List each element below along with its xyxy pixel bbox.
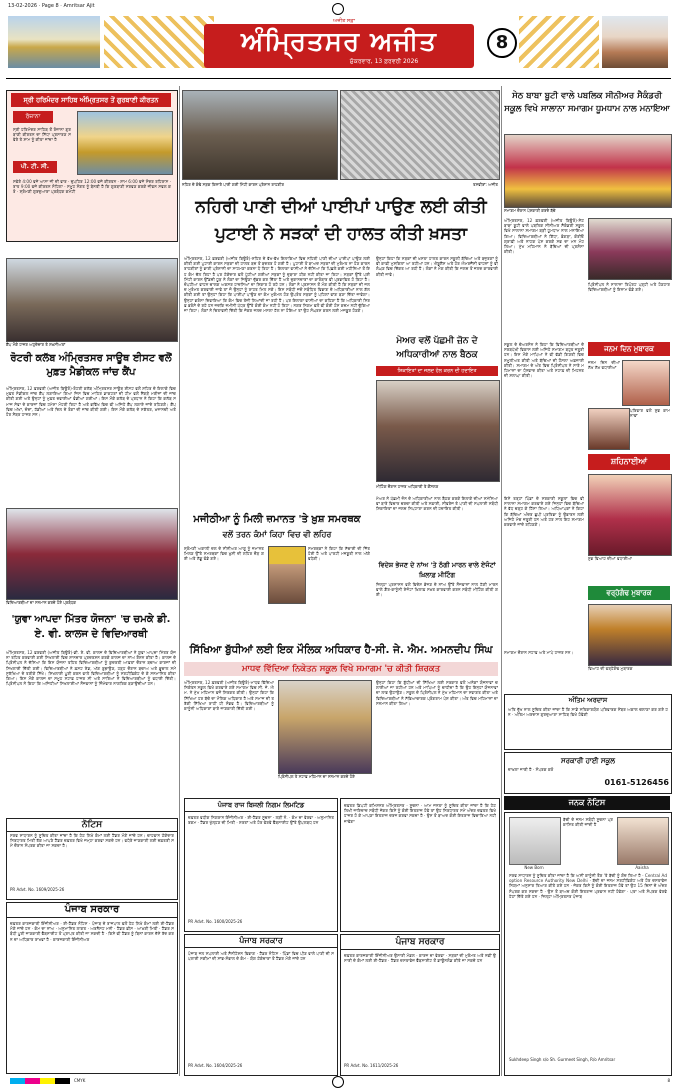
mayor-caption: ਮੀਟਿੰਗ ਦੌਰਾਨ ਹਾਜ਼ਰ ਅਧਿਕਾਰੀ ਤੇ ਕੌਂਸਲਰ bbox=[376, 484, 439, 489]
dav-caption: ਵਿਦਿਆਰਥੀਆਂ ਦਾ ਸਨਮਾਨ ਕਰਦੇ ਹੋਏ ਪ੍ਰਬੰਧਕ bbox=[6, 600, 77, 605]
obit-title: ਅੰਤਿਮ ਅਰਦਾਸ bbox=[568, 696, 608, 704]
masthead-rule bbox=[6, 78, 671, 79]
right-school-body: ਅੰਮ੍ਰਿਤਸਰ, 12 ਫ਼ਰਵਰੀ (ਅਜੀਤ ਬਿਊਰੋ)-ਸੇਠ ਬਾਬਾ ਬੂਟੀ ਵਾਲੇ ਪਬਲਿਕ ਸੀਨੀਅਰ ਸੈਕੰਡਰੀ ਸਕੂਲ ਵਿਖੇ ਸਾਲਾਨਾ ਸਮਾਗਮ ਬੜੀ ਧੂਮਧਾਮ ਨਾਲ ਮਨਾਇਆ ਗਿਆ। ਵਿਦਿਆਰਥੀਆਂ ਨੇ ਗਿੱਧਾ, ਭੰਗੜਾ, ਕੋਰੀਓਗ੍ਰਾਫ਼ੀ ਅਤੇ ਨਾਟਕ ਪੇਸ਼ ਕਰਕੇ ਸਭ ਦਾ ਮਨ ਮੋਹ ਲਿਆ। ਮੁੱਖ ਮਹਿਮਾਨ ਨੇ ਬੱਚਿਆਂ ਦੀ ਪ੍ਰਸ਼ੰਸਾ ਕੀਤੀ। bbox=[504, 218, 584, 255]
masthead-title: ਅੰਮ੍ਰਿਤਸਰ ਅਜੀਤ bbox=[241, 27, 437, 57]
janak-text-top: ਬੱਚੀ ਦੇ ਜਨਮ ਸਬੰਧੀ ਸੂਚਨਾ ਪ੍ਰਕਾਸ਼ਿਤ ਕੀਤੀ ਜਾਂਦੀ ਹੈ bbox=[563, 817, 613, 828]
school-body-2: ਉਨ੍ਹਾਂ ਕਿਹਾ ਕਿ ਬੁੱਧੀਆਂ ਦੀ ਸਿੱਖਿਆ ਲਈ ਸਰਕਾਰ ਵਲੋਂ ਅਨੇਕਾਂ ਯੋਜਨਾਵਾਂ ਚਲਾਈਆਂ ਜਾ ਰਹੀਆਂ ਹਨ ਅਤੇ ਮਾਪਿਆਂ ਨੂੰ ਚਾਹੀਦਾ ਹੈ ਕਿ ਉਹ ਇਨ੍ਹਾਂ ਯੋਜਨਾਵਾਂ ਦਾ ਲਾਭ ਉਠਾਉਣ। ਸਕੂਲ ਦੇ ਪ੍ਰਿੰਸੀਪਲ ਨੇ ਮੁੱਖ ਮਹਿਮਾਨ ਦਾ ਸਵਾਗਤ ਕੀਤਾ ਅਤੇ ਵਿਦਿਆਰਥੀਆਂ ਨੇ ਸੱਭਿਆਚਾਰਕ ਪ੍ਰੋਗਰਾਮ ਪੇਸ਼ ਕੀਤਾ। ਅੰਤ ਵਿਚ ਮਹਿਮਾਨਾਂ ਦਾ ਸਨਮਾਨ ਕੀਤਾ ਗਿਆ। bbox=[376, 680, 498, 706]
right-column-body-2: ਇਸੇ ਤਰ੍ਹਾਂ ਪਿੰਡਾਂ ਦੇ ਸਰਕਾਰੀ ਸਕੂਲਾਂ ਵਿਚ ਵੀ ਸਾਲਾਨਾ ਸਮਾਗਮ ਕਰਵਾਏ ਗਏ ਜਿਨ੍ਹਾਂ ਵਿਚ ਬੱਚਿਆਂ ਨੇ ਵੱਧ ਚੜ੍ਹ ਕੇ ਹਿੱਸਾ ਲਿਆ। ਅਧਿਆਪਕਾਂ ਨੇ ਕਿਹਾ ਕਿ ਬੱਚਿਆਂ ਅੰਦਰ ਛੁਪੀ ਪ੍ਰਤਿਭਾ ਨੂੰ ਉਭਾਰਨ ਲਈ ਅਜਿਹੇ ਮੰਚ ਜ਼ਰੂਰੀ ਹਨ ਅਤੇ ਹਰ ਸਾਲ ਇਹ ਸਮਾਗਮ ਕਰਵਾਏ ਜਾਂਦੇ ਰਹਿਣਗੇ। bbox=[504, 496, 584, 528]
school-ad-right bbox=[504, 752, 672, 794]
page-number: 8 bbox=[487, 28, 517, 58]
right-school-headline: ਸੇਠ ਬਾਬਾ ਬੂਟੀ ਵਾਲੇ ਪਬਲਿਕ ਸੀਨੀਅਰ ਸੈਕੰਡਰੀ ਸਕੂਲ ਵਿਖੇ ਸਾਲਾਨਾ ਸਮਾਗਮ ਧੂਮਧਾਮ ਨਾਲ ਮਨਾਇਆ bbox=[504, 91, 670, 114]
right-school-caption: ਸਮਾਗਮ ਦੌਰਾਨ ਪੇਸ਼ਕਾਰੀ ਕਰਦੇ ਬੱਚੇ bbox=[504, 208, 556, 213]
print-slug: 13-02-2026 · Page 8 · Amritsar Ajit bbox=[8, 3, 95, 9]
lead-body: ਅੰਮ੍ਰਿਤਸਰ, 12 ਫ਼ਰਵਰੀ (ਅਜੀਤ ਬਿਊਰੋ)-ਸ਼ਹਿਰ ਦੇ ਵੱਖ-ਵੱਖ ਇਲਾਕਿਆਂ ਵਿਚ ਨਹਿਰੀ ਪਾਣੀ ਦੀਆਂ ਪਾਈਪਾਂ ਪਾਉਣ ਲਈ ਕੀਤੀ ਗਈ ਪੁਟਾਈ ਕਾਰਨ ਸੜਕਾਂ ਦੀ ਹਾਲਤ ਬਦ ਤੋਂ ਬਦਤਰ ਹੋ ਗਈ ਹੈ। ਪੁਟਾਈ ਤੋਂ ਬਾਅਦ ਸੜਕਾਂ ਦੀ ਮੁਰੰਮਤ ਨਾ ਹੋਣ ਕਾਰਨ ਰਾਹਗੀਰਾਂ ਨੂੰ ਭਾਰੀ ਪ੍ਰੇਸ਼ਾਨੀ ਦਾ ਸਾਹਮਣਾ ਕਰਨਾ ਪੈ ਰਿਹਾ ਹੈ। ਇਲਾਕਾ ਵਾਸੀਆਂ ਨੇ ਦੱਸਿਆ ਕਿ ਪਿਛਲੇ ਕਈ ਮਹੀਨਿਆਂ ਤੋਂ ਇਹ ਕੰਮ ਚੱਲ ਰਿਹਾ ਹੈ ਪਰ ਠੇਕੇਦਾਰ ਵਲੋਂ ਪੁੱਟੀਆਂ ਗਈਆਂ ਸੜਕਾਂ ਨੂੰ ਦੁਬਾਰਾ ਠੀਕ ਨਹੀਂ ਕੀਤਾ ਜਾ ਰਿਹਾ। ਸੜਕਾਂ ਉੱਤੇ ਪਈ ਮਿੱਟੀ ਕਾਰਨ ਉੱਡਦੀ ਧੂੜ ਨੇ ਲੋਕਾਂ ਦਾ ਜਿਊਣਾ ਦੁੱਭਰ ਕਰ ਦਿੱਤਾ ਹੈ ਅਤੇ ਦੁਕਾਨਦਾਰਾਂ ਦਾ ਕਾਰੋਬਾਰ ਵੀ ਪ੍ਰਭਾਵਿਤ ਹੋ ਰਿਹਾ ਹੈ। ਦੋਪਹੀਆ ਵਾਹਨ ਚਾਲਕ ਅਕਸਰ ਹਾਦਸਿਆਂ ਦਾ ਸ਼ਿਕਾਰ ਹੋ ਰਹੇ ਹਨ। ਲੋਕਾਂ ਨੇ ਪ੍ਰਸ਼ਾਸਨ ਤੋਂ ਮੰਗ ਕੀਤੀ ਹੈ ਕਿ ਸੜਕਾਂ ਦੀ ਜਲਦ ਮੁਰੰਮਤ ਕਰਵਾਈ ਜਾਵੇ ਤਾਂ ਜੋ ਉਨ੍ਹਾਂ ਨੂੰ ਰਾਹਤ ਮਿਲ ਸਕੇ। ਇਸ ਸਬੰਧੀ ਜਦੋਂ ਸਬੰਧਿਤ ਵਿਭਾਗ ਦੇ ਅਧਿਕਾਰੀਆਂ ਨਾਲ ਗੱਲ ਕੀਤੀ ਗਈ ਤਾਂ ਉਨ੍ਹਾਂ ਕਿਹਾ ਕਿ ਪਾਈਪਾਂ ਪਾਉਣ ਦਾ ਕੰਮ ਮੁਕੰਮਲ ਹੋਣ ਉਪਰੰਤ ਸੜਕਾਂ ਨੂੰ ਪਹਿਲਾਂ ਵਾਂਗ ਬਣਾ ਦਿੱਤਾ ਜਾਵੇਗਾ। ਉਨ੍ਹਾਂ ਭਰੋਸਾ ਦਿਵਾਇਆ ਕਿ ਕੰਮ ਵਿਚ ਤੇਜ਼ੀ ਲਿਆਂਦੀ ਜਾ ਰਹੀ ਹੈ। ਪਰ ਇਲਾਕਾ ਵਾਸੀਆਂ ਦਾ ਕਹਿਣਾ ਹੈ ਕਿ ਅਧਿਕਾਰੀ ਸਿਰਫ਼ ਭਰੋਸੇ ਦੇ ਰਹੇ ਹਨ ਜਦਕਿ ਜ਼ਮੀਨੀ ਪੱਧਰ ਉੱਤੇ ਕੋਈ ਕੰਮ ਨਹੀਂ ਹੋ ਰਿਹਾ। ਨਗਰ ਨਿਗਮ ਵਲੋਂ ਵੀ ਕੋਈ ਠੋਸ ਕਦਮ ਨਹੀਂ ਚੁੱਕਿਆ ਜਾ ਰਿਹਾ। ਲੋਕਾਂ ਨੇ ਚਿਤਾਵਨੀ ਦਿੱਤੀ ਕਿ ਜੇਕਰ ਜਲਦ ਮਸਲਾ ਹੱਲ ਨਾ ਹੋਇਆ ਤਾਂ ਉਹ ਸੰਘਰਸ਼ ਕਰਨ ਲਈ ਮਜਬੂਰ ਹੋਣਗੇ। bbox=[184, 256, 370, 314]
majithia-body: ਸ਼੍ਰੋਮਣੀ ਅਕਾਲੀ ਦਲ ਦੇ ਸੀਨੀਅਰ ਆਗੂ ਨੂੰ ਜ਼ਮਾਨਤ ਮਿਲਣ ਉੱਤੇ ਸਮਰਥਕਾਂ ਵਿਚ ਖ਼ੁਸ਼ੀ ਦੀ ਲਹਿਰ ਦੌੜ ਗਈ ਅਤੇ ਲੱਡੂ ਵੰਡੇ ਗਏ। bbox=[184, 546, 264, 562]
ad-bijli bbox=[184, 798, 338, 932]
janak-body: ਸਰਵ ਸਾਧਾਰਨ ਨੂੰ ਸੂਚਿਤ ਕੀਤਾ ਜਾਂਦਾ ਹੈ ਕਿ ਅਸੀਂ ਕਾਨੂੰਨੀ ਤੌਰ 'ਤੇ ਬੱਚੀ ਨੂੰ ਗੋਦ ਲਿਆ ਹੈ · Central Adoption Resource Authority New Delhi · ਬੱਚੀ ਦਾ ਜਨਮ ਸਰਟੀਫ਼ਿਕੇਟ ਅਤੇ ਹੋਰ ਦਸਤਾਵੇਜ਼ ਨਿਯਮਾਂ ਅਨੁਸਾਰ ਤਿਆਰ ਕੀਤੇ ਗਏ ਹਨ · ਜੇਕਰ ਕਿਸੇ ਨੂੰ ਕੋਈ ਇਤਰਾਜ਼ ਹੋਵੇ ਤਾਂ ਉਹ 15 ਦਿਨਾਂ ਦੇ ਅੰਦਰ ਸੰਪਰਕ ਕਰ ਸਕਦਾ ਹੈ · ਉਸ ਤੋਂ ਬਾਅਦ ਕੋਈ ਇਤਰਾਜ਼ ਪ੍ਰਵਾਨ ਨਹੀਂ ਹੋਵੇਗਾ · ਪਤਾ ਅਤੇ ਸੰਪਰਕ ਵੇਰਵੇ ਹੇਠਾਂ ਦਿੱਤੇ ਗਏ ਹਨ · ਜ਼ਿਲ੍ਹਾ ਅੰਮ੍ਰਿਤਸਰ ਪੰਜਾਬ bbox=[509, 873, 667, 899]
ad-govt-2-ref: PR Advt. No. 1604/2025-26 bbox=[188, 1063, 243, 1068]
school-ad-body: ਦਾਖ਼ਲਾ ਜਾਰੀ ਹੈ · ਸੰਪਰਕ ਕਰੋ bbox=[508, 767, 554, 772]
footer-colors: CMYK bbox=[74, 1078, 86, 1083]
mayor-body: ਮੇਅਰ ਨੇ ਪੱਛਮੀ ਜ਼ੋਨ ਦੇ ਅਧਿਕਾਰੀਆਂ ਨਾਲ ਬੈਠਕ ਕਰਕੇ ਇਲਾਕੇ ਦੀਆਂ ਸਮੱਸਿਆਵਾਂ ਬਾਰੇ ਵਿਚਾਰ ਚਰਚਾ ਕੀਤੀ ਅਤੇ ਸਫ਼ਾਈ, ਸੀਵਰੇਜ ਤੇ ਪਾਣੀ ਦੀ ਸਪਲਾਈ ਸਬੰਧੀ ਸ਼ਿਕਾਇਤਾਂ ਦਾ ਜਲਦ ਨਿਪਟਾਰਾ ਕਰਨ ਦੀ ਹਦਾਇਤ ਕੀਤੀ। bbox=[376, 496, 498, 512]
notice-box bbox=[6, 818, 178, 900]
dav-photo bbox=[6, 508, 178, 600]
right-column-body-3: ਸਮਾਗਮ ਦੌਰਾਨ ਸਟਾਫ਼ ਅਤੇ ਮਾਪੇ ਹਾਜ਼ਰ ਸਨ। bbox=[504, 650, 574, 655]
right-school-photo-2 bbox=[588, 218, 672, 280]
majithia-body-2: ਸਮਰਥਕਾਂ ਨੇ ਕਿਹਾ ਕਿ ਸੱਚਾਈ ਦੀ ਜਿੱਤ ਹੋਈ ਹੈ ਅਤੇ ਪਾਰਟੀ ਮਜ਼ਬੂਤੀ ਨਾਲ ਅੱਗੇ ਵਧੇਗੀ। bbox=[308, 546, 370, 562]
golden-temple-image bbox=[8, 16, 100, 68]
ad-govt-3-body: ਦਫ਼ਤਰ ਕਾਰਜਕਾਰੀ ਇੰਜੀਨੀਅਰ ਉਸਾਰੀ ਮੰਡਲ · ਕਾਰਜ ਦਾ ਵੇਰਵਾ · ਸੜਕਾਂ ਦੀ ਮੁਰੰਮਤ ਅਤੇ ਨਵੀਂ ਉਸਾਰੀ ਦੇ ਕੰਮਾਂ ਲਈ ਈ-ਟੈਂਡਰ · ਟੈਂਡਰ ਦਸਤਾਵੇਜ਼ ਵੈੱਬਸਾਈਟ ਤੋਂ ਡਾਊਨਲੋਡ ਕੀਤੇ ਜਾ ਸਕਦੇ ਹਨ bbox=[344, 953, 496, 964]
col-rule-2 bbox=[501, 86, 502, 1076]
road-photo-2 bbox=[340, 90, 500, 180]
lead-body-cont: ਉਨ੍ਹਾਂ ਕਿਹਾ ਕਿ ਸੜਕਾਂ ਦੀ ਖ਼ਸਤਾ ਹਾਲਤ ਕਾਰਨ ਸਕੂਲੀ ਬੱਚਿਆਂ ਅਤੇ ਬਜ਼ੁਰਗਾਂ ਨੂੰ ਵੀ ਕਾਫ਼ੀ ਮੁਸ਼ਕਿਲਾਂ ਆ ਰਹੀਆਂ ਹਨ। ਐਂਬੂਲੈਂਸ ਅਤੇ ਹੋਰ ਐਮਰਜੈਂਸੀ ਵਾਹਨਾਂ ਨੂੰ ਵੀ ਲੰਘਣ ਵਿਚ ਦਿੱਕਤ ਆ ਰਹੀ ਹੈ। ਲੋਕਾਂ ਨੇ ਮੰਗ ਕੀਤੀ ਕਿ ਜਲਦ ਤੋਂ ਜਲਦ ਕਾਰਵਾਈ ਕੀਤੀ ਜਾਵੇ। bbox=[376, 256, 498, 277]
ad-govt-mid bbox=[340, 798, 500, 932]
newborn-photo bbox=[509, 817, 561, 865]
wedding-title: ਸ਼ਹਿਨਾਈਆਂ bbox=[610, 457, 648, 466]
mayor-photo bbox=[376, 380, 500, 482]
majithia-sub: ਵਲੋਂ ਤਰਨ ਕੰਮਾਂ ਕਿਹਾ ਵਿਚ ਵੀ ਲਹਿਰ bbox=[222, 530, 332, 539]
ad-govt-2-title: ਪੰਜਾਬ ਸਰਕਾਰ bbox=[185, 935, 337, 948]
kirtan-box bbox=[6, 90, 178, 242]
masthead-pattern-right bbox=[519, 16, 599, 68]
kirtan-title: ਸ੍ਰੀ ਹਰਿਮੰਦਰ ਸਾਹਿਬ ਅੰਮ੍ਰਿਤਸਰ ਤੋਂ ਗੁਰਬਾਣੀ ਕੀਰਤਨ bbox=[11, 93, 171, 107]
registration-mark-bottom bbox=[332, 1076, 344, 1088]
anniversary-text: ਵਿਆਹ ਦੀ ਵਰ੍ਹੇਗੰਢ ਮੁਬਾਰਕ bbox=[588, 666, 633, 671]
obit-box bbox=[504, 694, 672, 750]
ad-bijli-title: ਪੰਜਾਬ ਰਾਜ ਬਿਜਲੀ ਨਿਗਮ ਲਿਮਟਿਡ bbox=[185, 799, 337, 812]
kirtan-body: ਸ੍ਰੀ ਹਰਿਮੰਦਰ ਸਾਹਿਬ ਤੋਂ ਰੋਜ਼ਾਨਾ ਗੁਰਬਾਣੀ ਕੀਰਤਨ ਦਾ ਸਿੱਧਾ ਪ੍ਰਸਾਰਣ ਸਵੇਰੇ ਤੇ ਸ਼ਾਮ ਨੂੰ ਕੀਤਾ ਜਾਂਦਾ ਹੈ bbox=[13, 127, 71, 143]
ad-bijli-ref: PR Advt. No. 1600/2025-26 bbox=[188, 919, 243, 924]
meeting-body: ਜ਼ਿਲ੍ਹਾ ਪ੍ਰਸ਼ਾਸਨ ਵਲੋਂ ਵਿਦੇਸ਼ ਭੇਜਣ ਦੇ ਨਾਂਅ ਉੱਤੇ ਨੌਜਵਾਨਾਂ ਨਾਲ ਠੱਗੀ ਮਾਰਨ ਵਾਲੇ ਗ਼ੈਰ-ਕਾਨੂੰਨੀ ਏਜੰਟਾਂ ਖ਼ਿਲਾਫ਼ ਸਖ਼ਤ ਕਾਰਵਾਈ ਕਰਨ ਸਬੰਧੀ ਮੀਟਿੰਗ ਕੀਤੀ ਗਈ। bbox=[376, 582, 498, 598]
school-headline-center: ਮਾਧਵ ਵਿੱਦਿਆ ਨਿਕੇਤਨ ਸਕੂਲ ਵਿਖੇ ਸਮਾਗਮ 'ਚ ਕੀਤੀ ਸ਼ਿਰਕਤ bbox=[241, 664, 441, 674]
rotary-body: ਅੰਮ੍ਰਿਤਸਰ, 12 ਫ਼ਰਵਰੀ (ਅਜੀਤ ਬਿਊਰੋ)-ਰੋਟਰੀ ਕਲੱਬ ਅੰਮ੍ਰਿਤਸਰ ਸਾਊਥ ਈਸਟ ਵਲੋਂ ਸ਼ਹਿਰ ਦੇ ਇਲਾਕੇ ਵਿਚ ਮੁਫ਼ਤ ਮੈਡੀਕਲ ਜਾਂਚ ਕੈਂਪ ਲਗਾਇਆ ਗਿਆ ਜਿਸ ਵਿਚ ਮਾਹਿਰ ਡਾਕਟਰਾਂ ਦੀ ਟੀਮ ਵਲੋਂ ਸੈਂਕੜੇ ਮਰੀਜ਼ਾਂ ਦੀ ਜਾਂਚ ਕੀਤੀ ਗਈ ਅਤੇ ਉਨ੍ਹਾਂ ਨੂੰ ਮੁਫ਼ਤ ਦਵਾਈਆਂ ਵੰਡੀਆਂ ਗਈਆਂ। ਇਸ ਮੌਕੇ ਕਲੱਬ ਦੇ ਪ੍ਰਧਾਨ ਨੇ ਕਿਹਾ ਕਿ ਕਲੱਬ ਸਮਾਜ ਸੇਵਾ ਦੇ ਕਾਰਜਾਂ ਵਿਚ ਹਮੇਸ਼ਾ ਮੋਹਰੀ ਰਿਹਾ ਹੈ ਅਤੇ ਭਵਿੱਖ ਵਿਚ ਵੀ ਅਜਿਹੇ ਕੈਂਪ ਲਗਾਏ ਜਾਂਦੇ ਰਹਿਣਗੇ। ਕੈਂਪ ਵਿਚ ਅੱਖਾਂ, ਦੰਦਾਂ, ਹੱਡੀਆਂ ਅਤੇ ਦਿਲ ਦੇ ਰੋਗਾਂ ਦੀ ਜਾਂਚ ਕੀਤੀ ਗਈ। ਇਸ ਮੌਕੇ ਕਲੱਬ ਦੇ ਸਕੱਤਰ, ਖ਼ਜ਼ਾਨਚੀ ਅਤੇ ਹੋਰ ਮੈਂਬਰ ਹਾਜ਼ਰ ਸਨ। bbox=[6, 386, 176, 418]
majithia-headline: ਮਜੀਠੀਆ ਨੂੰ ਮਿਲੀ ਜ਼ਮਾਨਤ 'ਤੇ ਖ਼ੁਸ਼ ਸਮਰਥਕ bbox=[193, 514, 361, 525]
dav-headline: 'ਯੁਵਾ ਆਪਦਾ ਮਿੱਤਰ ਯੋਜਨਾ' 'ਚ ਚਮਕੇ ਡੀ. ਏ. ਵੀ. ਕਾਲਜ ਦੇ ਵਿਦਿਆਰਥੀ bbox=[11, 614, 171, 640]
birthday-text-2: ਪਰਿਵਾਰ ਵਲੋਂ ਸ਼ੁਭ ਕਾਮਨਾਵਾਂ bbox=[630, 408, 670, 419]
road-photo-caption: ਨਹਿਰ ਦੇ ਕੰਢੇ ਸੜਕ ਕਿਨਾਰੇ ਪਾਈ ਗਈ ਮਿੱਟੀ ਕਾਰਨ ਪ੍ਰੇਸ਼ਾਨ ਰਾਹਗੀਰ bbox=[182, 182, 284, 187]
school-photo-center bbox=[278, 680, 372, 774]
birthday-text-1: ਜਨਮ ਦਿਨ ਦੀਆਂ ਲੱਖ ਲੱਖ ਵਧਾਈਆਂ bbox=[588, 360, 620, 371]
right-column-body: ਸਕੂਲ ਦੇ ਚੇਅਰਮੈਨ ਨੇ ਕਿਹਾ ਕਿ ਵਿਦਿਆਰਥੀਆਂ ਦੇ ਸਰਬਪੱਖੀ ਵਿਕਾਸ ਲਈ ਅਜਿਹੇ ਸਮਾਗਮ ਬਹੁਤ ਜ਼ਰੂਰੀ ਹਨ। ਇਸ ਮੌਕੇ ਮਾਪਿਆਂ ਨੇ ਵੀ ਵੱਡੀ ਗਿਣਤੀ ਵਿਚ ਸ਼ਮੂਲੀਅਤ ਕੀਤੀ ਅਤੇ ਬੱਚਿਆਂ ਦੀ ਹੌਸਲਾ ਅਫ਼ਜ਼ਾਈ ਕੀਤੀ। ਸਮਾਗਮ ਦੇ ਅੰਤ ਵਿਚ ਪ੍ਰਿੰਸੀਪਲ ਨੇ ਸਾਰੇ ਮਹਿਮਾਨਾਂ ਦਾ ਧੰਨਵਾਦ ਕੀਤਾ ਅਤੇ ਸਟਾਫ਼ ਦੀ ਮਿਹਨਤ ਦੀ ਸ਼ਲਾਘਾ ਕੀਤੀ। bbox=[504, 342, 584, 379]
lead-headline: ਨਹਿਰੀ ਪਾਣੀ ਦੀਆਂ ਪਾਈਪਾਂ ਪਾਉਣ ਲਈ ਕੀਤੀ ਪੁਟਾਈ ਨੇ ਸੜਕਾਂ ਦੀ ਹਾਲਤ ਕੀਤੀ ਖ਼ਸਤਾ bbox=[195, 197, 487, 244]
birthday-title: ਜਨਮ ਦਿਨ ਮੁਬਾਰਕ bbox=[604, 345, 654, 353]
road-photo-credit: ਤਸਵੀਰਾਂ: ਅਜੀਤ bbox=[473, 182, 498, 187]
right-school-photo bbox=[504, 134, 672, 208]
masthead bbox=[4, 14, 673, 76]
right-school-body-2: ਪ੍ਰਿੰਸੀਪਲ ਨੇ ਸਾਲਾਨਾ ਰਿਪੋਰਟ ਪੜ੍ਹੀ ਅਤੇ ਹੋਣਹਾਰ ਵਿਦਿਆਰਥੀਆਂ ਨੂੰ ਇਨਾਮ ਵੰਡੇ ਗਏ। bbox=[588, 282, 670, 293]
rotary-caption: ਕੈਂਪ ਮੌਕੇ ਹਾਜ਼ਰ ਅਹੁਦੇਦਾਰ ਤੇ ਸ਼ਖ਼ਸੀਅਤਾਂ bbox=[6, 342, 66, 347]
obit-body: ਅਤਿ ਦੁੱਖ ਨਾਲ ਸੂਚਿਤ ਕੀਤਾ ਜਾਂਦਾ ਹੈ ਕਿ ਸਾਡੇ ਸਤਿਕਾਰਯੋਗ ਪਰਿਵਾਰਕ ਮੈਂਬਰ ਅਕਾਲ ਚਲਾਣਾ ਕਰ ਗਏ ਹਨ · ਅੰਤਿਮ ਅਰਦਾਸ ਗੁਰਦੁਆਰਾ ਸਾਹਿਬ ਵਿਖੇ ਹੋਵੇਗੀ bbox=[508, 707, 668, 718]
govt-ad-left-title: ਪੰਜਾਬ ਸਰਕਾਰ bbox=[7, 903, 177, 918]
footer-page: 8 bbox=[667, 1078, 670, 1083]
ad-govt-mid-body: ਦਫ਼ਤਰ ਡਿਪਟੀ ਕਮਿਸ਼ਨਰ ਅੰਮ੍ਰਿਤਸਰ · ਸੂਚਨਾ · ਆਮ ਜਨਤਾ ਨੂੰ ਸੂਚਿਤ ਕੀਤਾ ਜਾਂਦਾ ਹੈ ਕਿ ਹੇਠ ਲਿਖੀ ਜਾਇਦਾਦ ਸਬੰਧੀ ਜੇਕਰ ਕਿਸੇ ਨੂੰ ਕੋਈ ਇਤਰਾਜ਼ ਹੋਵੇ ਤਾਂ ਉਹ ਨਿਰਧਾਰਤ ਸਮੇਂ ਅੰਦਰ ਦਫ਼ਤਰ ਵਿਖੇ ਹਾਜ਼ਰ ਹੋ ਕੇ ਆਪਣਾ ਇਤਰਾਜ਼ ਦਰਜ ਕਰਵਾ ਸਕਦਾ ਹੈ · ਉਸ ਤੋਂ ਬਾਅਦ ਕੋਈ ਇਤਰਾਜ਼ ਵਿਚਾਰਿਆ ਨਹੀਂ ਜਾਵੇਗਾ bbox=[344, 803, 496, 824]
masthead-pattern-left bbox=[104, 16, 214, 68]
govt-ad-left-body: ਦਫ਼ਤਰ ਕਾਰਜਕਾਰੀ ਇੰਜੀਨੀਅਰ · ਈ-ਟੈਂਡਰ ਨੋਟਿਸ · ਪੰਜਾਬ ਦੇ ਰਾਜਪਾਲ ਵਲੋਂ ਹੇਠ ਲਿਖੇ ਕੰਮਾਂ ਲਈ ਈ-ਟੈਂਡਰ ਮੰਗੇ ਜਾਂਦੇ ਹਨ · ਕੰਮ ਦਾ ਨਾਂਅ · ਅਨੁਮਾਨਿਤ ਲਾਗਤ · ਅਰਨੈਸਟ ਮਨੀ · ਟੈਂਡਰ ਫ਼ੀਸ · ਆਖ਼ਰੀ ਮਿਤੀ · ਟੈਂਡਰ ਸਬੰਧੀ ਪੂਰੀ ਜਾਣਕਾਰੀ ਵੈੱਬਸਾਈਟ ਤੋਂ ਪ੍ਰਾਪਤ ਕੀਤੀ ਜਾ ਸਕਦੀ ਹੈ · ਕਿਸੇ ਵੀ ਟੈਂਡਰ ਨੂੰ ਬਿਨਾਂ ਕਾਰਨ ਦੱਸੇ ਰੱਦ ਕਰਨ ਦਾ ਅਧਿਕਾਰ ਰਾਖਵਾਂ ਹੈ · ਕਾਰਜਕਾਰੀ ਇੰਜੀਨੀਅਰ bbox=[10, 921, 174, 942]
ad-govt-3-ref: PR Advt. No. 1611/2025-26 bbox=[344, 1063, 399, 1068]
photo-label-aaisha: Aaisha bbox=[635, 865, 649, 870]
rotary-headline: ਰੋਟਰੀ ਕਲੱਬ ਅੰਮ੍ਰਿਤਸਰ ਸਾਊਥ ਈਸਟ ਵਲੋਂ ਮੁਫ਼ਤ ਮੈਡੀਕਲ ਜਾਂਚ ਕੈਂਪ bbox=[10, 353, 172, 378]
kirtan-label-ptc: ਪੀ. ਟੀ. ਸੀ. bbox=[13, 161, 57, 173]
kirtan-label-daily: ਰੋਜ਼ਾਨਾ bbox=[13, 111, 53, 123]
ad-bijli-body: ਦਫ਼ਤਰ ਵਧੀਕ ਨਿਗਰਾਨ ਇੰਜੀਨੀਅਰ · ਈ-ਟੈਂਡਰ ਸੂਚਨਾ · ਲੜੀ ਨੰ. · ਕੰਮ ਦਾ ਵੇਰਵਾ · ਅਨੁਮਾਨਿਤ ਰਕਮ · ਟੈਂਡਰ ਖੁੱਲ੍ਹਣ ਦੀ ਮਿਤੀ · ਸ਼ਰਤਾਂ ਅਤੇ ਹੋਰ ਵੇਰਵੇ ਵੈੱਬਸਾਈਟ ਉੱਤੇ ਉਪਲਬਧ ਹਨ bbox=[188, 815, 334, 826]
col-rule-1 bbox=[179, 86, 180, 1076]
meeting-headline: ਵਿਦੇਸ਼ ਭੇਜਣ ਦੇ ਨਾਂਅ 'ਤੇ ਠੱਗੀ ਮਾਰਨ ਵਾਲੇ ਏਜੰਟਾਂ ਖ਼ਿਲਾਫ਼ ਮੀਟਿੰਗ bbox=[378, 561, 496, 579]
kirtan-schedule: ਸਵੇਰੇ 4:00 ਵਜੇ ਆਸਾ ਜੀ ਦੀ ਵਾਰ · ਦੁਪਹਿਰ 12:00 ਵਜੇ ਕੀਰਤਨ · ਸ਼ਾਮ 6:00 ਵਜੇ ਸੋਦਰ ਰਹਿਰਾਸ · ਰਾਤ 9:00 ਵਜੇ ਕੀਰਤਨ ਸੋਹਿਲਾ · ਸਮੂਹ ਸੰਗਤ ਨੂੰ ਬੇਨਤੀ ਹੈ ਕਿ ਗੁਰਬਾਣੀ ਸਰਵਣ ਕਰਕੇ ਜੀਵਨ ਸਫਲ ਕਰੋ · ਸ਼੍ਰੋਮਣੀ ਗੁਰਦੁਆਰਾ ਪ੍ਰਬੰਧਕ ਕਮੇਟੀ bbox=[13, 179, 171, 195]
school-body-1: ਅੰਮ੍ਰਿਤਸਰ, 12 ਫ਼ਰਵਰੀ (ਅਜੀਤ ਬਿਊਰੋ)-ਮਾਧਵ ਵਿੱਦਿਆ ਨਿਕੇਤਨ ਸਕੂਲ ਵਿਖੇ ਕਰਵਾਏ ਗਏ ਸਮਾਗਮ ਵਿਚ ਸੀ. ਜੇ. ਐਮ. ਨੇ ਮੁੱਖ ਮਹਿਮਾਨ ਵਜੋਂ ਸ਼ਿਰਕਤ ਕੀਤੀ। ਉਨ੍ਹਾਂ ਕਿਹਾ ਕਿ ਸਿੱਖਿਆ ਹਰ ਬੱਚੇ ਦਾ ਮੌਲਿਕ ਅਧਿਕਾਰ ਹੈ ਅਤੇ ਸਮਾਜ ਦੀ ਤਰੱਕੀ ਸਿੱਖਿਆ ਰਾਹੀਂ ਹੀ ਸੰਭਵ ਹੈ। ਵਿਦਿਆਰਥੀਆਂ ਨੂੰ ਕਾਨੂੰਨੀ ਅਧਿਕਾਰਾਂ ਬਾਰੇ ਜਾਣਕਾਰੀ ਦਿੱਤੀ ਗਈ। bbox=[184, 680, 274, 712]
masthead-subtitle: ਅਜੀਤ ਸਫ਼ਾ bbox=[333, 18, 355, 24]
wedding-text: ਸ਼ੁਭ ਵਿਆਹ ਦੀਆਂ ਵਧਾਈਆਂ bbox=[588, 556, 632, 561]
sikhiya-headline: ਸਿੱਖਿਆ ਬੁੱਧੀਆਂ ਲਈ ਇਕ ਮੌਲਿਕ ਅਧਿਕਾਰ ਹੈ-ਸੀ. ਜੇ. ਐਮ. ਅਮਨਦੀਪ ਸਿੰਘ bbox=[189, 644, 493, 656]
anniversary-photo bbox=[588, 604, 672, 666]
aaisha-photo bbox=[617, 817, 669, 865]
ad-govt-3-title: ਪੰਜਾਬ ਸਰਕਾਰ bbox=[341, 935, 499, 950]
wedding-photo bbox=[588, 474, 672, 556]
ad-govt-3 bbox=[340, 934, 500, 1076]
masthead-date: ਸ਼ੁੱਕਰਵਾਰ, 13 ਫ਼ਰਵਰੀ 2026 bbox=[349, 58, 419, 65]
road-photo-1 bbox=[182, 90, 338, 180]
school-ad-phone: 0161-5126456 bbox=[604, 778, 669, 787]
dav-body: ਅੰਮ੍ਰਿਤਸਰ, 12 ਫ਼ਰਵਰੀ (ਅਜੀਤ ਬਿਊਰੋ)-ਡੀ. ਏ. ਵੀ. ਕਾਲਜ ਦੇ ਵਿਦਿਆਰਥੀਆਂ ਨੇ ਯੁਵਾ ਆਪਦਾ ਮਿੱਤਰ ਯੋਜਨਾ ਤਹਿਤ ਕਰਵਾਈ ਗਈ ਸਿਖਲਾਈ ਵਿਚ ਸ਼ਾਨਦਾਰ ਪ੍ਰਦਰਸ਼ਨ ਕਰਕੇ ਕਾਲਜ ਦਾ ਨਾਂਅ ਰੌਸ਼ਨ ਕੀਤਾ ਹੈ। ਕਾਲਜ ਦੇ ਪ੍ਰਿੰਸੀਪਲ ਨੇ ਦੱਸਿਆ ਕਿ ਇਸ ਯੋਜਨਾ ਤਹਿਤ ਵਿਦਿਆਰਥੀਆਂ ਨੂੰ ਕੁਦਰਤੀ ਆਫ਼ਤਾਂ ਦੌਰਾਨ ਬਚਾਅ ਕਾਰਜਾਂ ਦੀ ਸਿਖਲਾਈ ਦਿੱਤੀ ਗਈ। ਵਿਦਿਆਰਥੀਆਂ ਨੇ ਫ਼ਸਟ ਏਡ, ਅੱਗ ਬੁਝਾਉਣ, ਹੜ੍ਹ ਦੌਰਾਨ ਬਚਾਅ ਅਤੇ ਭੂਚਾਲ ਸਮੇਂ ਸੁਰੱਖਿਆ ਦੇ ਤਰੀਕੇ ਸਿੱਖੇ। ਸਿਖਲਾਈ ਪੂਰੀ ਕਰਨ ਵਾਲੇ ਵਿਦਿਆਰਥੀਆਂ ਨੂੰ ਸਰਟੀਫ਼ਿਕੇਟ ਦੇ ਕੇ ਸਨਮਾਨਿਤ ਕੀਤਾ ਗਿਆ। ਇਸ ਮੌਕੇ ਕਾਲਜ ਦਾ ਸਮੂਹ ਸਟਾਫ਼ ਹਾਜ਼ਰ ਸੀ ਅਤੇ ਸਾਰਿਆਂ ਨੇ ਵਿਦਿਆਰਥੀਆਂ ਨੂੰ ਵਧਾਈ ਦਿੱਤੀ। ਪ੍ਰਿੰਸੀਪਲ ਨੇ ਕਿਹਾ ਕਿ ਅਜਿਹੀਆਂ ਸਿਖਲਾਈਆਂ ਨੌਜਵਾਨਾਂ ਨੂੰ ਜ਼ਿੰਮੇਵਾਰ ਨਾਗਰਿਕ ਬਣਾਉਂਦੀਆਂ ਹਨ। bbox=[6, 650, 176, 687]
birthday-photo-2 bbox=[588, 408, 630, 450]
monument-image bbox=[602, 16, 668, 68]
rotary-photo bbox=[6, 258, 178, 342]
janak-bottom: Sukhdeep Singh s/o Sh. Gurmeet Singh, R/o Amritsar bbox=[509, 1057, 616, 1062]
anniversary-title: ਵਰ੍ਹੇਗੰਢ ਮੁਬਾਰਕ bbox=[606, 589, 652, 597]
notice-ref: PR Advt. No. 1609/2025-26 bbox=[10, 887, 65, 892]
photo-label-newborn: New Born bbox=[524, 865, 544, 870]
school-ad-title: ਸਰਕਾਰੀ ਹਾਈ ਸਕੂਲ bbox=[560, 757, 616, 765]
mayor-kicker: ਸ਼ਿਕਾਇਤਾਂ ਦਾ ਜਲਦ ਹੱਲ ਕਰਨ ਦੀ ਹਦਾਇਤ bbox=[376, 366, 498, 376]
school-caption-center: ਪ੍ਰਿੰਸੀਪਲ ਤੇ ਸਟਾਫ਼ ਮਹਿਮਾਨ ਦਾ ਸਨਮਾਨ ਕਰਦੇ ਹੋਏ bbox=[278, 774, 355, 779]
birthday-photo-1 bbox=[622, 360, 670, 406]
janak-title: ਜਨਕ ਨੋਟਿਸ bbox=[568, 798, 606, 807]
ad-govt-2 bbox=[184, 934, 338, 1076]
mayor-headline: ਮੇਅਰ ਵਲੋਂ ਪੱਛਮੀ ਜ਼ੋਨ ਦੇ ਅਧਿਕਾਰੀਆਂ ਨਾਲ ਬੈਠਕ bbox=[396, 336, 478, 360]
notice-title: ਨੋਟਿਸ bbox=[7, 819, 177, 832]
majithia-portrait bbox=[268, 546, 306, 604]
notice-body: ਸਰਵ ਸਾਧਾਰਨ ਨੂੰ ਸੂਚਿਤ ਕੀਤਾ ਜਾਂਦਾ ਹੈ ਕਿ ਹੇਠ ਲਿਖੇ ਕੰਮਾਂ ਲਈ ਟੈਂਡਰ ਮੰਗੇ ਜਾਂਦੇ ਹਨ। ਚਾਹਵਾਨ ਠੇਕੇਦਾਰ ਨਿਰਧਾਰਤ ਮਿਤੀ ਤੱਕ ਆਪਣੇ ਟੈਂਡਰ ਦਫ਼ਤਰ ਵਿਖੇ ਜਮ੍ਹਾ ਕਰਵਾ ਸਕਦੇ ਹਨ। ਵਧੇਰੇ ਜਾਣਕਾਰੀ ਲਈ ਦਫ਼ਤਰੀ ਸਮੇਂ ਦੌਰਾਨ ਸੰਪਰਕ ਕੀਤਾ ਜਾ ਸਕਦਾ ਹੈ। bbox=[10, 833, 174, 849]
ad-govt-2-body: ਪੰਜਾਬ ਜਲ ਸਪਲਾਈ ਅਤੇ ਸੈਨੀਟੇਸ਼ਨ ਵਿਭਾਗ · ਟੈਂਡਰ ਨੋਟਿਸ · ਪਿੰਡਾਂ ਵਿਚ ਪੀਣ ਵਾਲੇ ਪਾਣੀ ਦੀ ਸਪਲਾਈ ਸਕੀਮਾਂ ਦੀ ਸਾਂਭ-ਸੰਭਾਲ ਦੇ ਕੰਮ · ਯੋਗ ਠੇਕੇਦਾਰਾਂ ਤੋਂ ਟੈਂਡਰ ਮੰਗੇ ਜਾਂਦੇ ਹਨ bbox=[188, 951, 334, 962]
cmyk-bar bbox=[10, 1078, 70, 1084]
golden-temple-photo bbox=[77, 111, 173, 175]
janak-box bbox=[504, 812, 672, 1076]
govt-ad-left bbox=[6, 902, 178, 1074]
